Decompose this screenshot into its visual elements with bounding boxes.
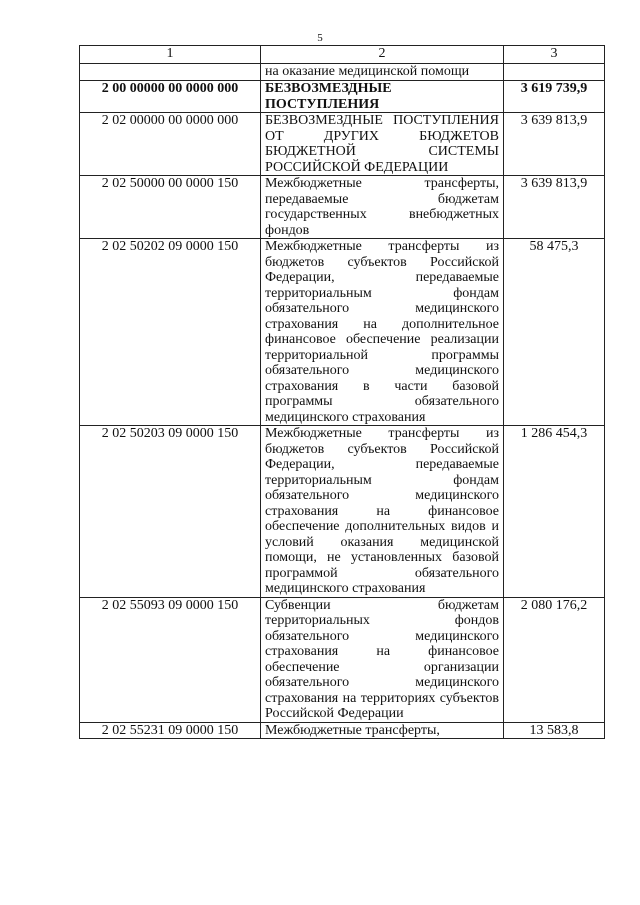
amount-cell: 3 619 739,9	[504, 81, 605, 113]
table-row	[80, 597, 605, 722]
table-row	[80, 239, 605, 426]
amount-cell: 58 475,3	[504, 239, 605, 426]
table-row	[80, 722, 605, 739]
amount-cell: 3 639 813,9	[504, 176, 605, 239]
budget-code-cell: 2 02 50202 09 0000 150	[80, 239, 261, 426]
budget-code-cell: 2 02 00000 00 0000 000	[80, 113, 261, 176]
revenue-table	[79, 45, 605, 739]
income-name-cell: Межбюджетные трансферты из бюджетов субъектов Российской Федерации, передаваемые территориальным фондам обязательного медицинского страхования на финансовое обеспечение дополнительных видов и условий оказания медицинской помощи, не установленных базовой программой обязательного медицинского страхования	[261, 426, 504, 598]
budget-code-cell: 2 02 50000 00 0000 150	[80, 176, 261, 239]
column-number-2: 2	[261, 46, 504, 64]
income-name-cell: Межбюджетные трансферты из бюджетов субъектов Российской Федерации, передаваемые территориальным фондам обязательного медицинского страхования на дополнительное финансовое обеспечение реализации территориальной программы обязательного медицинского страхования в части базовой программы обязательного медицинского страхования	[261, 239, 504, 426]
income-name-cell: БЕЗВОЗМЕЗДНЫЕ ПОСТУПЛЕНИЯ ОТ ДРУГИХ БЮДЖЕТОВ БЮДЖЕТНОЙ СИСТЕМЫ РОССИЙСКОЙ ФЕДЕРАЦИИ	[261, 113, 504, 176]
table-row	[80, 81, 605, 113]
column-number-row	[80, 46, 605, 64]
income-name-cell: БЕЗВОЗМЕЗДНЫЕ ПОСТУПЛЕНИЯ	[261, 81, 504, 113]
budget-code-cell: 2 02 55231 09 0000 150	[80, 722, 261, 739]
budget-code-cell: 2 02 55093 09 0000 150	[80, 597, 261, 722]
amount-cell	[504, 64, 605, 81]
amount-cell: 1 286 454,3	[504, 426, 605, 598]
amount-cell: 13 583,8	[504, 722, 605, 739]
amount-cell: 3 639 813,9	[504, 113, 605, 176]
income-name-cell: Межбюджетные трансферты, передаваемые бюджетам государственных внебюджетных фондов	[261, 176, 504, 239]
table-row	[80, 113, 605, 176]
income-name-cell: Субвенции бюджетам территориальных фондов обязательного медицинского страхования на финансовое обеспечение организации обязательного медицинского страхования на территориях субъектов Российской Федерации	[261, 597, 504, 722]
budget-code-cell: 2 00 00000 00 0000 000	[80, 81, 261, 113]
table-body	[80, 46, 605, 739]
budget-code-cell: 2 02 50203 09 0000 150	[80, 426, 261, 598]
page-number: 5	[317, 32, 323, 44]
table-row	[80, 64, 605, 81]
column-number-1: 1	[80, 46, 261, 64]
income-name-cell: на оказание медицинской помощи	[261, 64, 504, 81]
table-row	[80, 426, 605, 598]
budget-code-cell	[80, 64, 261, 81]
amount-cell: 2 080 176,2	[504, 597, 605, 722]
table-row	[80, 176, 605, 239]
income-name-cell: Межбюджетные трансферты,	[261, 722, 504, 739]
column-number-3: 3	[504, 46, 605, 64]
